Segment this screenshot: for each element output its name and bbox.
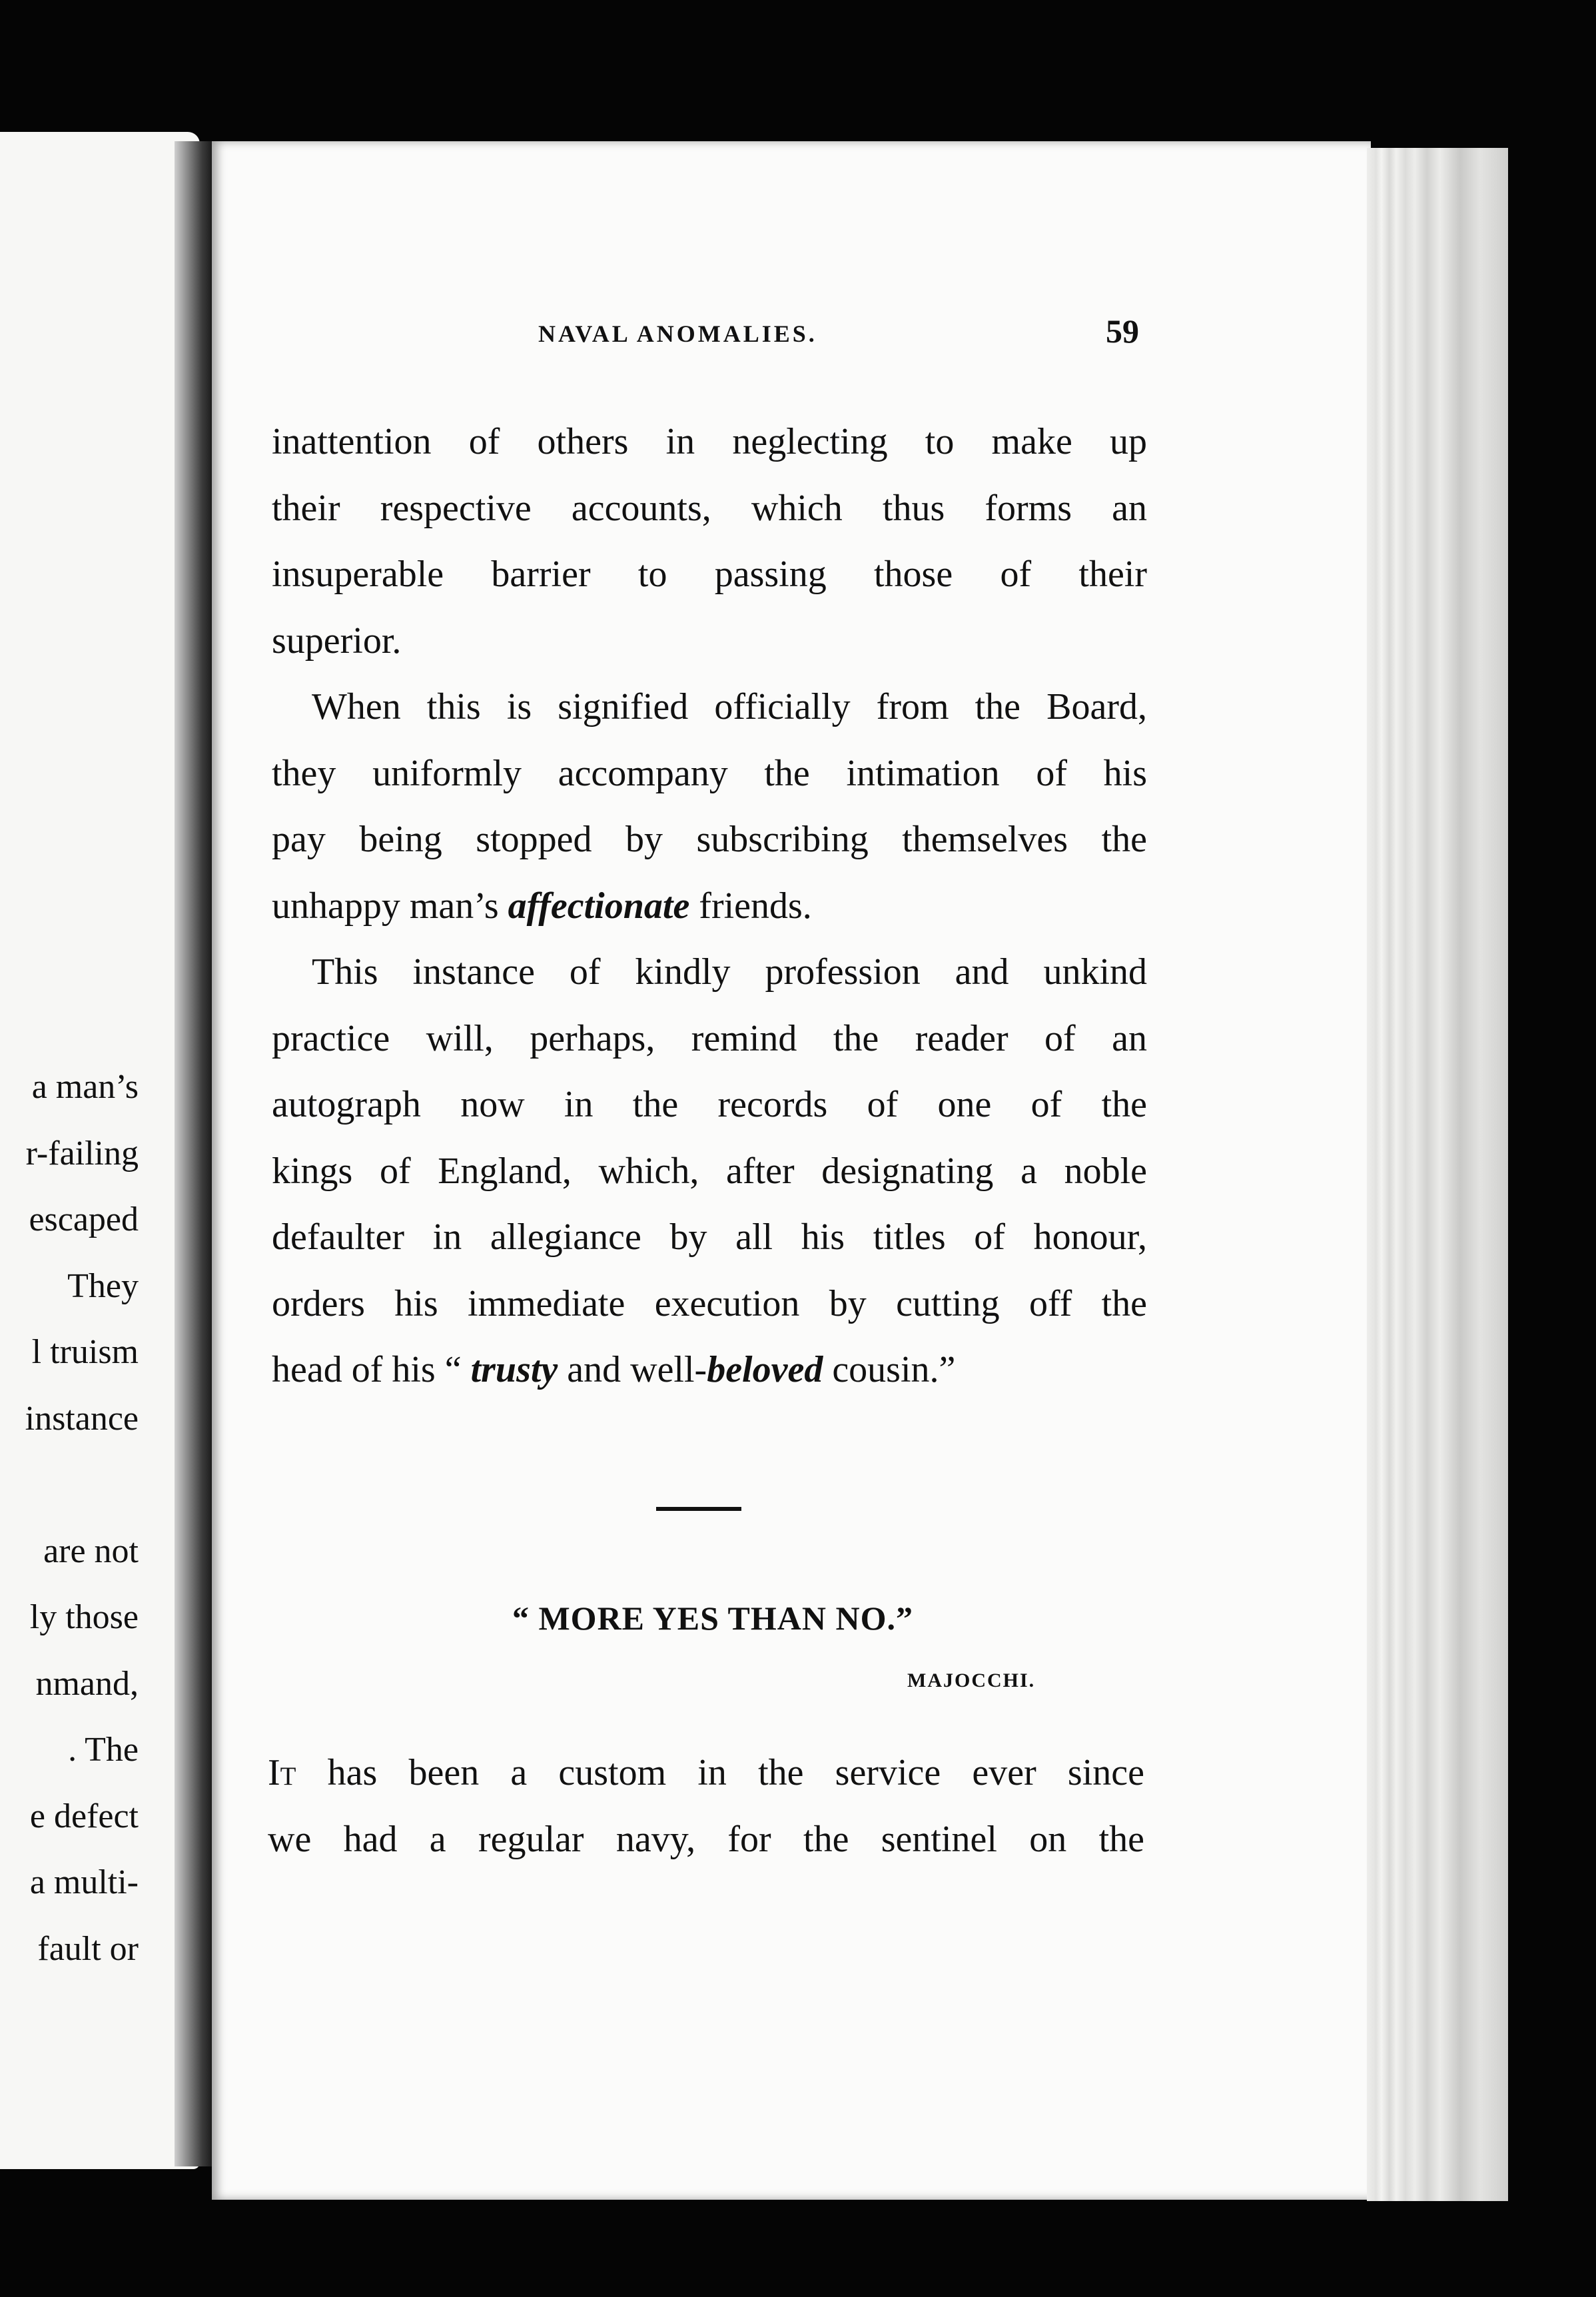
emphasis-affectionate: affectionate [508, 885, 690, 927]
left-facing-page [0, 132, 200, 2169]
book-gutter-shadow [175, 141, 214, 2166]
section-title: “ MORE YES THAN NO.” [512, 1600, 913, 1637]
text-line: defaulter in allegiance by all his titles of honour, [272, 1216, 1147, 1258]
running-head: NAVAL ANOMALIES. [538, 320, 817, 347]
text-span: has been a custom in the service ever since [296, 1752, 1144, 1793]
text-line: When this is signified officially from the Board, [312, 686, 1147, 727]
page-edges [1367, 148, 1508, 2201]
text-line: practice will, perhaps, remind the reader of an [272, 1017, 1147, 1059]
text-line: This instance of kindly profession and unkind [312, 951, 1147, 993]
text-line: superior. [272, 620, 402, 662]
text-line [268, 1739, 1144, 1805]
left-line: nmand, [35, 1664, 139, 1703]
body-text [272, 409, 1147, 1404]
text-span: cousin.” [823, 1349, 956, 1390]
paragraph-3 [272, 939, 1147, 1404]
left-line: fault or [37, 1929, 139, 1968]
text-line [272, 1337, 1147, 1404]
section-body-text [268, 1739, 1144, 1871]
left-page-text [0, 1054, 139, 1982]
text-line: orders his immediate execution by cutting off the [272, 1282, 1147, 1324]
left-line: are not [43, 1532, 139, 1570]
left-line: l truism [31, 1333, 139, 1371]
left-line: a man’s [31, 1068, 139, 1106]
text-line: autograph now in the records of one of the [272, 1084, 1147, 1125]
left-line: They [67, 1266, 139, 1305]
text-line: pay being stopped by subscribing themselves the [272, 819, 1147, 860]
emphasis-beloved: beloved [707, 1349, 823, 1390]
text-span: unhappy man’s [272, 885, 508, 927]
paragraph-2 [272, 674, 1147, 939]
section-attribution: MAJOCCHI. [907, 1669, 1036, 1691]
left-line: ly those [29, 1598, 139, 1636]
text-span: head of his “ [272, 1349, 471, 1390]
text-line: their respective accounts, which thus forms an [272, 487, 1147, 529]
text-line: they uniformly accompany the intimation of his [272, 752, 1147, 794]
page-number: 59 [1106, 312, 1139, 350]
left-line [0, 1452, 139, 1518]
emphasis-trusty: trusty [470, 1349, 558, 1390]
text-line: we had a regular navy, for the sentinel on the [268, 1818, 1144, 1860]
text-line: inattention of others in neglecting to make up [272, 421, 1147, 462]
section-divider [656, 1507, 741, 1511]
left-line: . The [68, 1731, 139, 1769]
text-line: kings of England, which, after designating a noble [272, 1150, 1147, 1192]
text-line [272, 873, 1147, 940]
left-line: instance [25, 1399, 139, 1438]
text-span: friends. [689, 885, 812, 927]
left-line: r-failing [25, 1134, 139, 1172]
dropcap-word: It [268, 1752, 296, 1793]
text-span: and well- [558, 1349, 707, 1390]
left-line: e defect [29, 1797, 139, 1835]
paragraph-1 [272, 409, 1147, 674]
text-line: insuperable barrier to passing those of their [272, 554, 1147, 595]
left-line: a multi- [29, 1863, 139, 1901]
left-line: escaped [29, 1200, 139, 1238]
